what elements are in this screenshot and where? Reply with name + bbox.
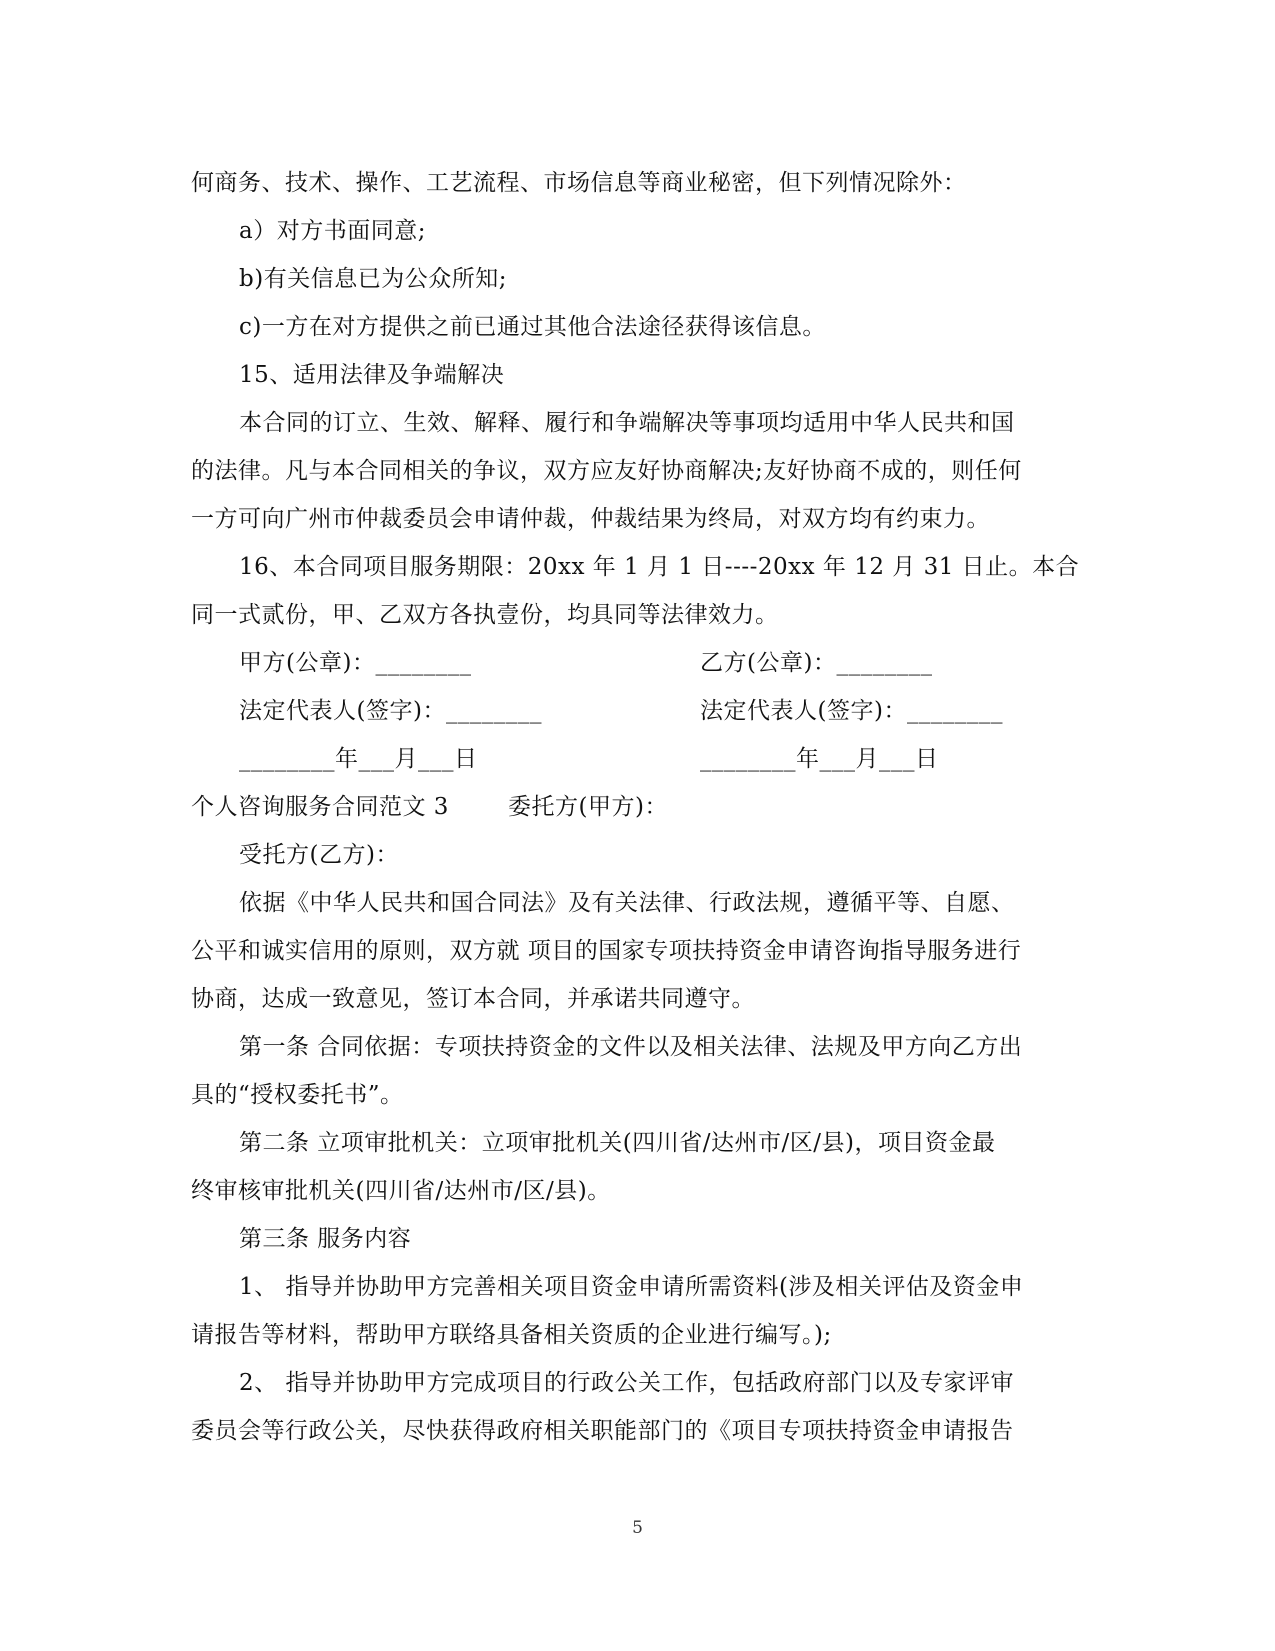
list-item-c: c)一方在对方提供之前已通过其他合法途径获得该信息。 bbox=[239, 314, 826, 340]
party-b-date: ________年___月___日 bbox=[700, 746, 939, 772]
page-number: 5 bbox=[632, 1518, 643, 1538]
section-heading-16: 16、本合同项目服务期限：20xx 年 1 月 1 日----20xx 年 12 月 31 日止。本合 bbox=[239, 554, 1080, 580]
agent-label: 受托方(乙方)： bbox=[239, 842, 399, 868]
body-line: 本合同的订立、生效、解释、履行和争端解决等事项均适用中华人民共和国 bbox=[239, 410, 1015, 436]
principal-label: 委托方(甲方)： bbox=[508, 794, 668, 820]
party-b-seal: 乙方(公章)：________ bbox=[700, 650, 933, 676]
body-line: 同一式贰份，甲、乙双方各执壹份，均具同等法律效力。 bbox=[191, 602, 779, 628]
party-b-representative: 法定代表人(签字)：________ bbox=[700, 698, 1003, 724]
body-line: 协商，达成一致意见，签订本合同，并承诺共同遵守。 bbox=[191, 986, 755, 1012]
body-line: 依据《中华人民共和国合同法》及有关法律、行政法规，遵循平等、自愿、 bbox=[239, 890, 1015, 916]
list-item-b: b)有关信息已为公众所知; bbox=[239, 266, 507, 292]
body-line: 委员会等行政公关，尽快获得政府相关职能部门的《项目专项扶持资金申请报告 bbox=[191, 1418, 1014, 1444]
party-a-date: ________年___月___日 bbox=[239, 746, 478, 772]
section-heading-15: 15、适用法律及争端解决 bbox=[239, 362, 505, 388]
contract-title: 个人咨询服务合同范文 3 bbox=[191, 794, 449, 820]
body-line: 的法律。凡与本合同相关的争议，双方应友好协商解决;友好协商不成的，则任何 bbox=[191, 458, 1022, 484]
party-a-seal: 甲方(公章)：________ bbox=[239, 650, 472, 676]
article-two: 第二条 立项审批机关：立项审批机关(四川省/达州市/区/县)，项目资金最 bbox=[239, 1130, 996, 1156]
article-one: 第一条 合同依据：专项扶持资金的文件以及相关法律、法规及甲方向乙方出 bbox=[239, 1034, 1023, 1060]
service-item-2: 2、 指导并协助甲方完成项目的行政公关工作，包括政府部门以及专家评审 bbox=[239, 1370, 1014, 1396]
body-line: 具的“授权委托书”。 bbox=[191, 1082, 404, 1108]
body-line: 公平和诚实信用的原则，双方就 项目的国家专项扶持资金申请咨询指导服务进行 bbox=[191, 938, 1022, 964]
article-three: 第三条 服务内容 bbox=[239, 1226, 412, 1252]
service-item-1: 1、 指导并协助甲方完善相关项目资金申请所需资料(涉及相关评估及资金申 bbox=[239, 1274, 1024, 1300]
body-line: 何商务、技术、操作、工艺流程、市场信息等商业秘密，但下列情况除外： bbox=[191, 170, 967, 196]
body-line: 一方可向广州市仲裁委员会申请仲裁，仲裁结果为终局，对双方均有约束力。 bbox=[191, 506, 990, 532]
list-item-a: a）对方书面同意; bbox=[239, 218, 426, 244]
party-a-representative: 法定代表人(签字)：________ bbox=[239, 698, 542, 724]
body-line: 终审核审批机关(四川省/达州市/区/县)。 bbox=[191, 1178, 611, 1204]
body-line: 请报告等材料，帮助甲方联络具备相关资质的企业进行编写。); bbox=[191, 1322, 832, 1348]
